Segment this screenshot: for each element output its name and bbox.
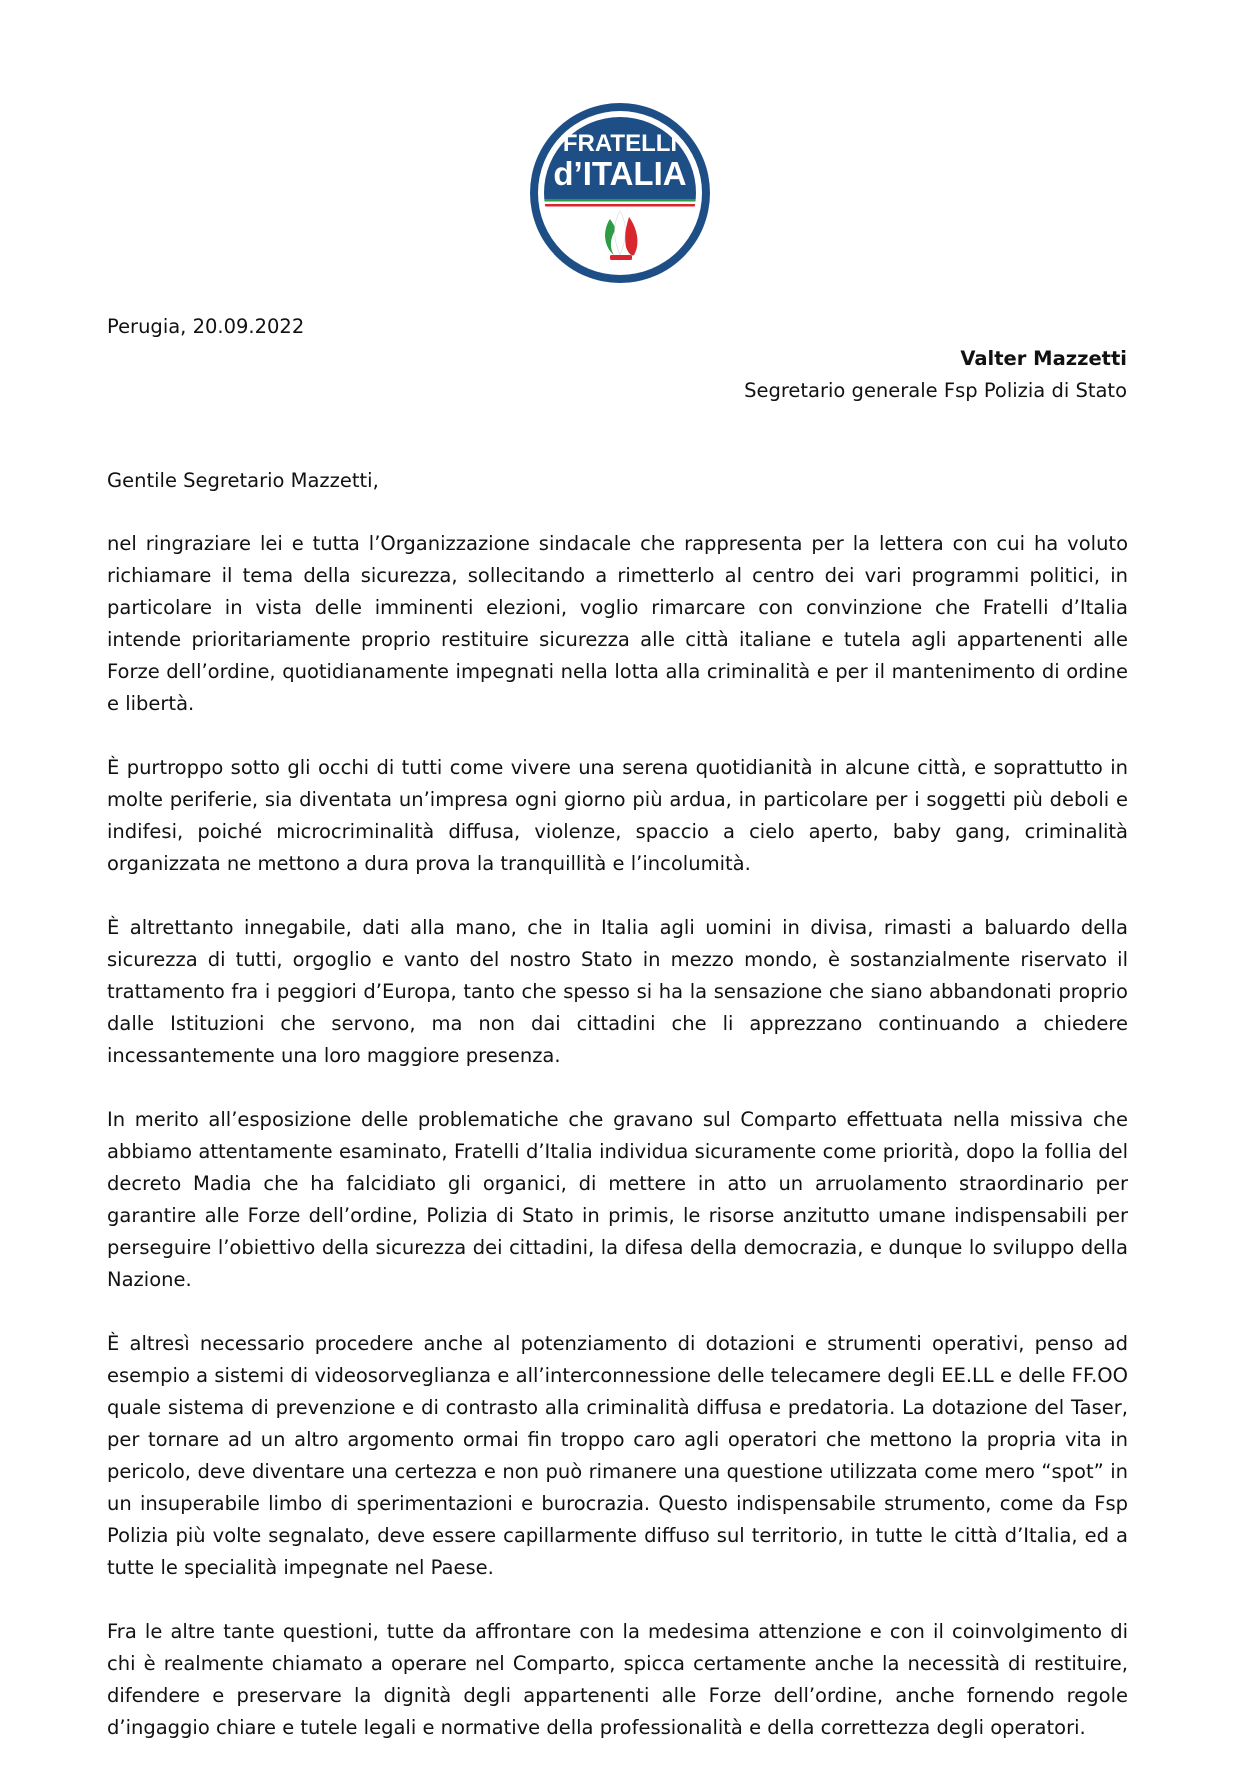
paragraph: In merito all’esposizione delle problematiche che gravano sul Comparto effettuata nella missiva che abbiamo attentamente esaminato, Fratelli d’Italia individua sicuramente come priorità, dopo la follia del decreto Madia che ha falcidiato gli organici, di mettere in atto un arruolamento straordinario per garantire alle Forze dell’ordine, Polizia di Stato in primis, le risorse anzitutto umane indispensabili per perseguire l’obiettivo della sicurezza dei cittadini, la difesa della democrazia, e dunque lo sviluppo della Nazione. <box>107 1108 1128 1291</box>
recipient-name: Valter Mazzetti <box>960 347 1127 370</box>
paragraph: È purtroppo sotto gli occhi di tutti come vivere una serena quotidianità in alcune città, e soprattutto in molte periferie, sia diventata un’impresa ogni giorno più ardua, in particolare per i soggetti più deboli e indifesi, poiché microcriminalità diffusa, violenze, spaccio a cielo aperto, baby gang, criminalità organizzata ne mettono a dura prova la tranquillità e l’incolumità. <box>107 756 1128 875</box>
salutation: Gentile Segretario Mazzetti, <box>107 469 379 492</box>
party-logo <box>528 101 712 285</box>
logo-text-line2: d’ITALIA <box>553 155 687 192</box>
paragraph: È altrettanto innegabile, dati alla mano, che in Italia agli uomini in divisa, rimasti a baluardo della sicurezza di tutti, orgoglio e vanto del nostro Stato in mezzo mondo, è sostanzialmente riservato il trattamento fra i peggiori d’Europa, tanto che spesso si ha la sensazione che siano abbandonati proprio dalle Istituzioni che servono, ma non dai cittadini che li apprezzano continuando a chiedere incessantemente una loro maggiore presenza. <box>107 916 1128 1067</box>
fratelli-ditalia-logo-icon <box>528 101 712 285</box>
paragraph: nel ringraziare lei e tutta l’Organizzazione sindacale che rappresenta per la lettera con cui ha voluto richiamare il tema della sicurezza, sollecitando a rimetterlo al centro dei vari programmi politici, in particolare in vista delle imminenti elezioni, voglio rimarcare con convinzione che Fratelli d’Italia intende prioritariamente proprio restituire sicurezza alle città italiane e tutela agli appartenenti alle Forze dell’ordine, quotidianamente impegnati nella lotta alla criminalità e per il mantenimento di ordine e libertà. <box>107 532 1128 715</box>
paragraph: È altresì necessario procedere anche al potenziamento di dotazioni e strumenti operativi, penso ad esempio a sistemi di videosorveglianza e all’interconnessione delle telecamere degli EE.LL e delle FF.OO quale sistema di prevenzione e di contrasto alla criminalità diffusa e predatoria. La dotazione del Taser, per tornare ad un altro argomento ormai fin troppo caro agli operatori che mettono la propria vita in pericolo, deve diventare una certezza e non può rimanere una questione utilizzata come mero “spot” in un insuperabile limbo di sperimentazioni e burocrazia. Questo indispensabile strumento, come da Fsp Polizia più volte segnalato, deve essere capillarmente diffuso sul territorio, in tutte le città d’Italia, ed a tutte le specialità impegnate nel Paese. <box>107 1332 1128 1579</box>
paragraph: Fra le altre tante questioni, tutte da affrontare con la medesima attenzione e con il coinvolgimento di chi è realmente chiamato a operare nel Comparto, spicca certamente anche la necessità di restituire, difendere e preservare la dignità degli appartenenti alle Forze dell’ordine, anche fornendo regole d’ingaggio chiare e tutele legali e normative della professionalità e della correttezza degli operatori. <box>107 1620 1128 1739</box>
place-date: Perugia, 20.09.2022 <box>107 315 305 338</box>
recipient-block <box>744 343 1127 407</box>
letter-body <box>107 465 1128 1776</box>
logo-text-line1: FRATELLI <box>562 130 678 157</box>
recipient-role: Segretario generale Fsp Polizia di Stato <box>744 379 1127 402</box>
